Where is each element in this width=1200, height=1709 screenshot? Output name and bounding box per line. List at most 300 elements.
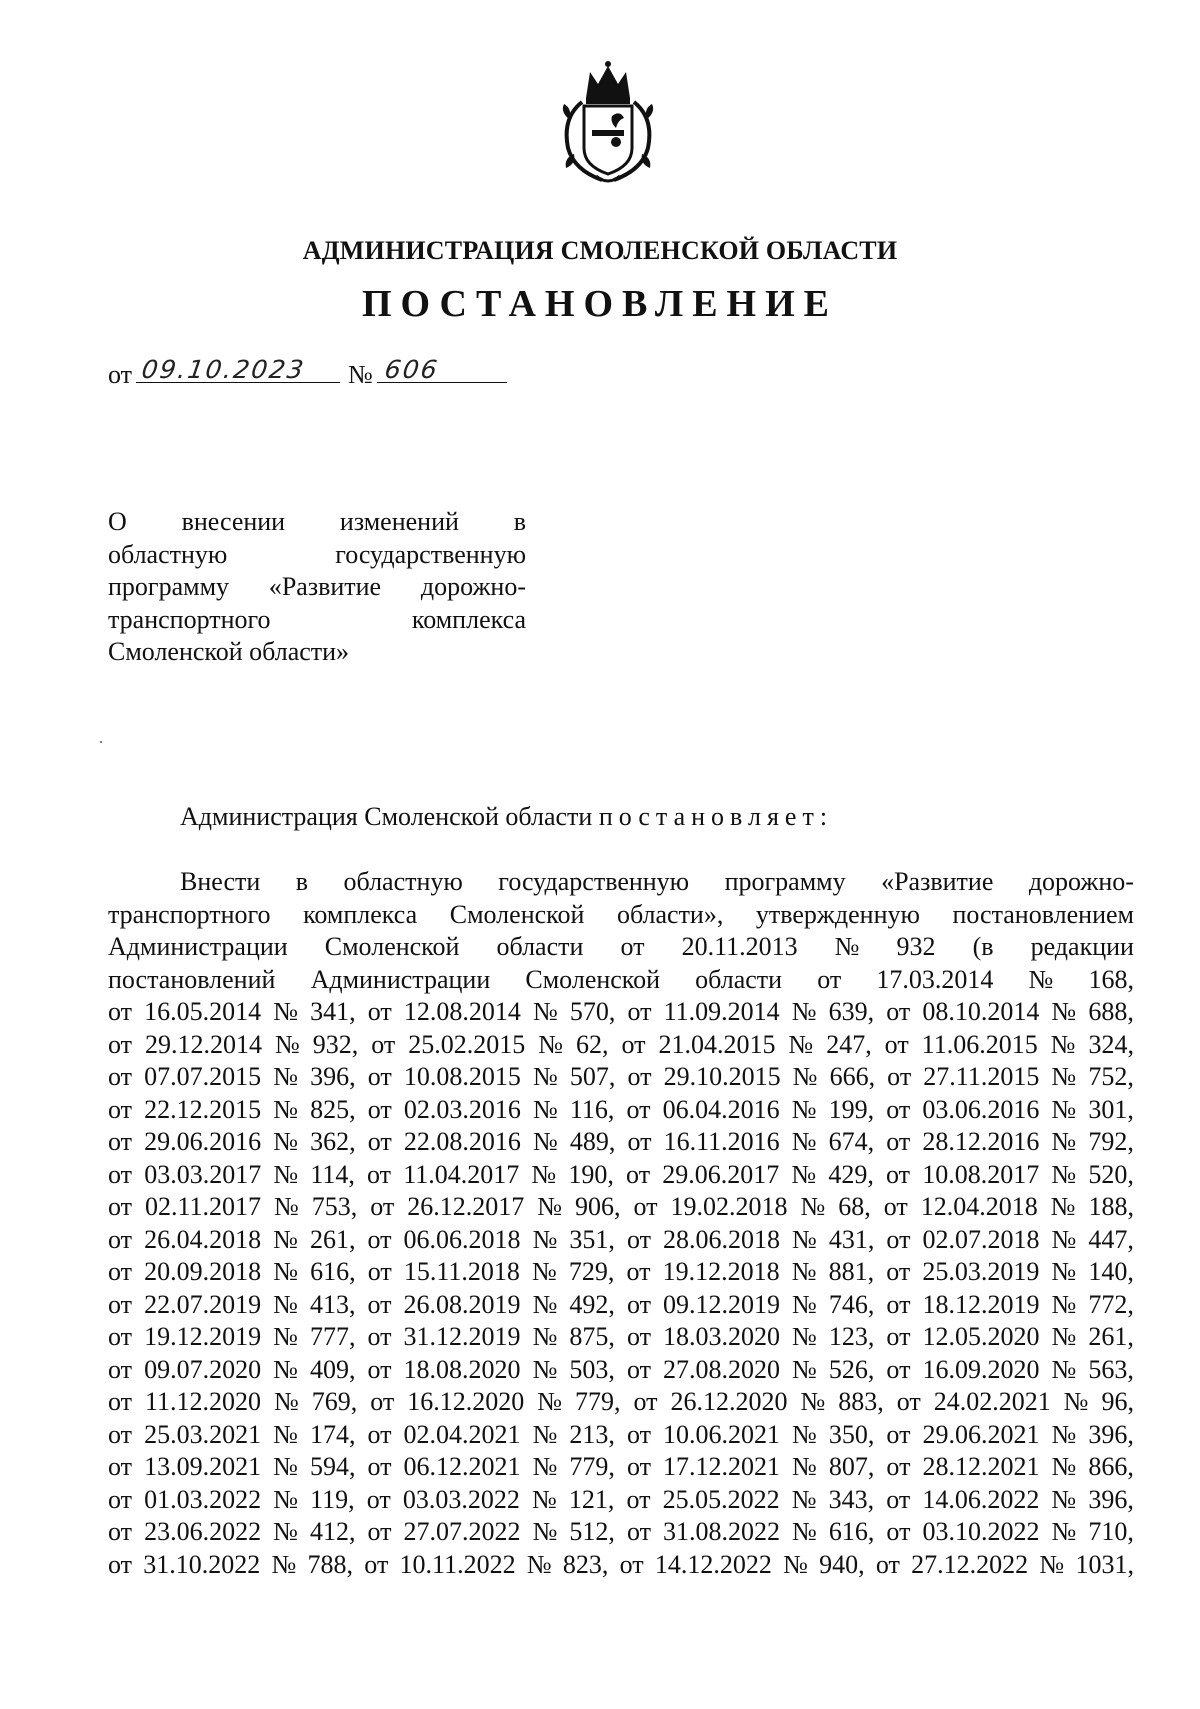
body-word: 27.11.2015	[923, 1062, 1040, 1091]
body-word: №	[537, 1387, 563, 1416]
body-word: 168,	[1088, 964, 1134, 994]
body-word: 507,	[569, 1062, 616, 1091]
body-line	[108, 1256, 1134, 1289]
body-word: 396,	[310, 1062, 356, 1091]
body-word: от	[886, 1159, 911, 1189]
body-word: №	[273, 1484, 299, 1514]
body-word: 932,	[312, 1029, 359, 1059]
body-word: №	[532, 1452, 558, 1481]
body-line	[108, 1516, 1134, 1549]
subject-word: государственную	[335, 539, 526, 569]
body-line	[108, 1029, 1134, 1062]
document-type-title: ПОСТАНОВЛЕНИЕ	[361, 283, 839, 325]
body-word: от	[367, 1094, 392, 1124]
body-word: №	[1050, 1192, 1076, 1221]
body-word: 788,	[307, 1549, 354, 1579]
body-word: 431,	[828, 1224, 875, 1254]
body-word: №	[273, 1062, 299, 1091]
body-word: от	[886, 1517, 911, 1546]
subject-line: Смоленской области»	[108, 637, 350, 666]
body-word: от	[886, 1224, 911, 1254]
body-word: 746,	[828, 1289, 875, 1319]
body-word: №	[792, 1354, 817, 1384]
body-word: 19.12.2018	[662, 1257, 780, 1286]
body-word: №	[273, 1257, 299, 1286]
subject-line	[108, 506, 526, 539]
body-word: 06.04.2016	[662, 1094, 780, 1124]
body-word: №	[1051, 1322, 1077, 1351]
subject-word: внесении	[181, 507, 286, 536]
body-word: 12.04.2018	[920, 1192, 1038, 1221]
body-word: №	[532, 1094, 558, 1124]
body-word: №	[1028, 964, 1054, 994]
body-word: от	[627, 1127, 652, 1156]
date-field	[136, 354, 340, 383]
body-word: от	[875, 1549, 900, 1579]
body-word: №	[792, 1224, 817, 1254]
body-word: 29.06.2017	[662, 1159, 780, 1189]
body-word: 351,	[569, 1224, 615, 1254]
body-word: №	[791, 997, 817, 1026]
subject-line	[108, 604, 526, 637]
body-word: №	[1051, 1094, 1077, 1124]
body-word: от	[108, 1484, 133, 1514]
body-word: от	[367, 1224, 392, 1254]
body-word: от	[367, 1452, 392, 1481]
body-word: 20.09.2018	[144, 1257, 262, 1286]
body-word: от	[886, 1354, 911, 1384]
body-word: от	[886, 1094, 911, 1124]
body-word: 114,	[310, 1159, 355, 1189]
body-word: от	[108, 1354, 133, 1384]
body-word: 29.10.2015	[663, 1062, 781, 1091]
body-word: от	[108, 1257, 133, 1286]
body-word: 503,	[569, 1354, 615, 1384]
body-word: №	[788, 1029, 814, 1059]
handwritten-number: 606	[382, 355, 441, 384]
body-word: от	[621, 1029, 646, 1059]
body-line	[108, 1419, 1134, 1452]
body-word: №	[1051, 1354, 1077, 1384]
body-word: от	[886, 1419, 911, 1449]
body-word: от	[108, 1419, 133, 1449]
body-word: (в	[972, 932, 994, 961]
body-word: №	[791, 1257, 817, 1286]
body-word: №	[526, 1549, 552, 1579]
body-word: №	[531, 1159, 557, 1189]
body-word: №	[1063, 1387, 1089, 1416]
body-word: 27.07.2022	[403, 1517, 521, 1546]
body-word: 261,	[309, 1224, 356, 1254]
body-word: №	[273, 1289, 298, 1319]
body-word: 174,	[309, 1419, 356, 1449]
body-word: 22.12.2015	[144, 1094, 262, 1124]
body-word: 18.03.2020	[663, 1322, 780, 1351]
body-word: 396,	[1088, 1484, 1134, 1514]
body-word: 10.08.2015	[403, 1062, 521, 1091]
body-word: №	[532, 1127, 558, 1156]
body-word: от	[367, 1322, 392, 1351]
body-word: от	[108, 1452, 133, 1481]
body-word: 03.03.2022	[402, 1484, 520, 1514]
body-word: №	[273, 997, 299, 1026]
body-word: №	[273, 1127, 299, 1156]
body-word: 777,	[309, 1322, 356, 1351]
body-word: №	[532, 1419, 558, 1449]
body-word: 563,	[1088, 1354, 1134, 1384]
body-word: 28.12.2021	[922, 1452, 1040, 1481]
body-word: от	[886, 1322, 911, 1351]
body-word: №	[532, 1224, 558, 1254]
subject-word: комплекса	[411, 604, 526, 634]
body-word: 121,	[568, 1484, 615, 1514]
body-word: 301,	[1088, 1094, 1134, 1124]
body-word: 807,	[828, 1452, 875, 1481]
body-word: №	[274, 1192, 299, 1221]
body-word: Смоленской	[525, 964, 661, 994]
body-word: 29.06.2021	[922, 1419, 1040, 1449]
body-word: 710,	[1088, 1517, 1134, 1546]
body-word: от	[620, 932, 645, 961]
body-word: №	[792, 1322, 817, 1351]
body-word: 616,	[310, 1257, 356, 1286]
body-word: 116,	[569, 1094, 615, 1124]
body-word: от	[626, 1484, 651, 1514]
body-word: транспортного	[108, 899, 271, 929]
body-word: области»,	[616, 899, 724, 929]
body-word: 792,	[1088, 1127, 1134, 1156]
body-word: №	[273, 1452, 298, 1481]
body-word: 753,	[311, 1192, 358, 1221]
body-word: 26.12.2017	[407, 1192, 525, 1221]
body-word: 31.08.2022	[663, 1517, 780, 1546]
body-word: №	[273, 1094, 299, 1124]
body-line	[108, 1126, 1134, 1159]
body-word: от	[886, 1257, 911, 1286]
body-word: от	[367, 1257, 392, 1286]
body-word: от	[626, 1289, 651, 1319]
body-word: 08.10.2014	[922, 997, 1040, 1026]
handwritten-date: 09.10.2023	[139, 355, 308, 384]
body-word: от	[370, 1192, 395, 1221]
body-word: 769,	[311, 1387, 358, 1416]
body-word: №	[274, 1387, 299, 1416]
body-word: 14.06.2022	[922, 1484, 1040, 1514]
body-word: от	[626, 1354, 651, 1384]
body-word: от	[108, 1062, 133, 1091]
body-word: областную	[343, 867, 463, 896]
body-word: «Развитие	[881, 867, 994, 896]
scan-dot-mark	[100, 741, 102, 743]
body-word: 22.08.2016	[403, 1127, 521, 1156]
number-prefix: №	[348, 360, 373, 389]
body-word: 20.11.2013	[681, 932, 798, 961]
body-word: 17.03.2014	[876, 964, 994, 994]
body-word: 03.03.2017	[144, 1159, 262, 1189]
body-word: 18.12.2019	[922, 1289, 1040, 1319]
body-word: от	[886, 1127, 911, 1156]
body-word: №	[800, 1387, 826, 1416]
body-word: 881,	[828, 1257, 875, 1286]
body-word: от	[108, 1517, 133, 1546]
body-word: №	[1051, 1062, 1077, 1091]
body-word: Смоленской	[324, 932, 460, 961]
body-word: от	[886, 1289, 911, 1319]
body-word: от	[886, 1484, 911, 1514]
body-word: №	[1051, 1517, 1077, 1546]
body-word: дорожно-	[1028, 867, 1134, 896]
body-word: от	[886, 1452, 911, 1481]
body-word: 570,	[569, 997, 616, 1026]
body-line	[108, 1159, 1134, 1192]
body-word: 07.07.2015	[144, 1062, 262, 1091]
organization-title: АДМИНИСТРАЦИЯ СМОЛЕНСКОЙ ОБЛАСТИ	[302, 236, 898, 265]
document-subject	[108, 506, 526, 669]
body-word: от	[626, 1224, 651, 1254]
body-word: 19.12.2019	[144, 1322, 262, 1351]
body-word: 324,	[1088, 1029, 1134, 1059]
body-word: от	[626, 1159, 651, 1189]
body-line	[108, 996, 1134, 1029]
body-word: 429,	[828, 1159, 874, 1189]
body-word: 616,	[828, 1517, 875, 1546]
body-word: 140,	[1088, 1257, 1134, 1286]
body-word: от	[627, 1062, 652, 1091]
body-word: области	[695, 964, 783, 994]
body-word: 31.10.2022	[143, 1549, 261, 1579]
body-word: 247,	[826, 1029, 872, 1059]
body-word: 16.05.2014	[144, 997, 262, 1026]
body-word: №	[1051, 1419, 1077, 1449]
body-word: 932	[896, 932, 936, 961]
body-line	[108, 1451, 1134, 1484]
body-word: от	[108, 1127, 133, 1156]
body-word: №	[1051, 1127, 1077, 1156]
body-word: №	[532, 1322, 558, 1351]
body-word: 396,	[1088, 1419, 1134, 1449]
body-word: 02.04.2021	[403, 1419, 521, 1449]
body-word: 10.08.2017	[922, 1159, 1040, 1189]
body-word: от	[108, 1322, 133, 1351]
body-word: от	[108, 1224, 133, 1254]
body-word: 26.12.2020	[670, 1387, 788, 1416]
body-word: от	[108, 1159, 133, 1189]
subject-word: О	[108, 507, 127, 536]
body-word: от	[370, 1387, 395, 1416]
date-number-line	[108, 354, 507, 390]
body-line	[108, 1289, 1134, 1322]
body-word: государственную	[498, 867, 690, 896]
body-word: программу	[724, 867, 846, 896]
body-word: Администрации	[108, 932, 288, 961]
preamble	[180, 802, 833, 832]
body-word: Администрации	[310, 964, 491, 994]
body-word: 19.02.2018	[670, 1192, 788, 1221]
body-word: №	[532, 997, 558, 1026]
body-word: редакции	[1030, 932, 1134, 961]
body-word: 261,	[1088, 1322, 1134, 1351]
subject-line	[108, 539, 526, 572]
body-word: 15.11.2018	[403, 1257, 520, 1286]
subject-word: программу	[108, 572, 230, 601]
body-word: 412,	[309, 1517, 356, 1546]
body-word: 666,	[829, 1062, 876, 1091]
body-line	[108, 1386, 1134, 1419]
body-word: №	[537, 1192, 563, 1221]
body-word: 25.05.2022	[662, 1484, 780, 1514]
body-word: 1031,	[1075, 1549, 1134, 1579]
body-word: 21.04.2015	[658, 1029, 776, 1059]
body-word: 25.02.2015	[408, 1029, 526, 1059]
body-word: от	[619, 1549, 644, 1579]
body-word: №	[1050, 1029, 1076, 1059]
body-word: 350,	[828, 1419, 875, 1449]
body-word: от	[108, 997, 133, 1026]
body-word: 09.07.2020	[144, 1354, 262, 1384]
subject-word: в	[513, 507, 526, 536]
body-word: №	[792, 1452, 817, 1481]
body-word: 639,	[828, 997, 875, 1026]
body-word: 779,	[569, 1452, 615, 1481]
body-word: №	[273, 1419, 298, 1449]
body-word: от	[886, 997, 911, 1026]
body-word: 343,	[828, 1484, 875, 1514]
body-word: 213,	[569, 1419, 615, 1449]
body-word: 875,	[569, 1322, 615, 1351]
body-word: 14.12.2022	[654, 1549, 772, 1579]
body-line	[108, 1321, 1134, 1354]
body-line	[108, 1224, 1134, 1257]
body-word: №	[532, 1517, 558, 1546]
body-word: 190,	[568, 1159, 614, 1189]
body-line	[108, 1094, 1134, 1127]
body-word: 12.08.2014	[403, 997, 521, 1026]
body-word: №	[834, 932, 860, 961]
body-word: 01.03.2022	[144, 1484, 262, 1514]
body-word: 03.10.2022	[922, 1517, 1040, 1546]
body-word: 68,	[838, 1192, 871, 1221]
subject-word: областную	[108, 539, 228, 569]
body-word: 866,	[1088, 1452, 1134, 1481]
body-word: от	[108, 1549, 133, 1579]
body-word: 526,	[828, 1354, 875, 1384]
body-word: №	[532, 1062, 558, 1091]
body-word: 779,	[575, 1387, 621, 1416]
body-word: комплекса	[303, 899, 418, 929]
body-word: от	[108, 1289, 133, 1319]
body-word: от	[626, 1419, 651, 1449]
body-word: 772,	[1088, 1289, 1134, 1319]
body-word: от	[367, 1159, 392, 1189]
body-line	[108, 1484, 1134, 1517]
body-word: 409,	[309, 1354, 356, 1384]
body-word: №	[273, 1354, 298, 1384]
body-word: от	[367, 1354, 392, 1384]
body-word: от	[364, 1549, 389, 1579]
body-word: 492,	[569, 1289, 615, 1319]
body-word: от	[627, 997, 652, 1026]
body-word: от	[367, 1062, 392, 1091]
date-prefix: от	[108, 360, 133, 389]
body-word: №	[1051, 1224, 1077, 1254]
body-word: №	[1051, 1257, 1077, 1286]
body-word: №	[800, 1192, 826, 1221]
body-line	[108, 964, 1134, 997]
body-word: №	[792, 1289, 817, 1319]
body-word: 09.12.2019	[663, 1289, 780, 1319]
body-word: от	[626, 1257, 651, 1286]
body-word: постановлением	[952, 899, 1134, 929]
body-word: №	[791, 1127, 817, 1156]
body-word: 24.02.2021	[933, 1387, 1051, 1416]
body-word: 03.06.2016	[922, 1094, 1040, 1124]
body-word: от	[367, 1419, 392, 1449]
body-word: 02.11.2017	[145, 1192, 262, 1221]
body-word: №	[1051, 997, 1077, 1026]
body-word: №	[532, 1354, 558, 1384]
body-word: №	[791, 1159, 817, 1189]
body-word: 119,	[310, 1484, 355, 1514]
body-word: 11.04.2017	[403, 1159, 520, 1189]
body-word: 02.03.2016	[403, 1094, 521, 1124]
body-word: 29.12.2014	[145, 1029, 262, 1059]
body-word: 188,	[1088, 1192, 1134, 1221]
body-word: №	[1051, 1159, 1077, 1189]
body-word: 906,	[575, 1192, 621, 1221]
body-word: 199,	[828, 1094, 875, 1124]
smolensk-coat-of-arms-icon	[556, 58, 660, 188]
body-word: №	[792, 1062, 818, 1091]
body-word: 29.06.2016	[144, 1127, 262, 1156]
subject-word: дорожно-	[420, 572, 526, 601]
body-word: 10.11.2022	[399, 1549, 516, 1579]
subject-word: изменений	[339, 507, 459, 536]
body-word: №	[791, 1484, 817, 1514]
body-word: от	[367, 1289, 392, 1319]
body-word: №	[273, 1322, 298, 1351]
body-word: 512,	[569, 1517, 615, 1546]
body-word: 17.12.2021	[663, 1452, 780, 1481]
body-word: от	[626, 1322, 651, 1351]
body-word: 729,	[568, 1257, 615, 1286]
preamble-text: Администрация Смоленской области	[180, 802, 593, 831]
body-word: Смоленской	[449, 899, 585, 929]
body-line	[108, 866, 1134, 899]
body-word: №	[531, 1257, 557, 1286]
body-word: от	[884, 1029, 909, 1059]
body-word: №	[274, 1029, 300, 1059]
body-word: №	[791, 1094, 817, 1124]
body-word: 06.12.2021	[403, 1452, 521, 1481]
body-word: от	[108, 1029, 133, 1059]
body-word: 13.09.2021	[144, 1452, 262, 1481]
body-word: 16.11.2016	[663, 1127, 780, 1156]
body-word: от	[633, 1192, 658, 1221]
body-word: 18.08.2020	[403, 1354, 521, 1384]
body-word: в	[295, 867, 309, 896]
body-word: 447,	[1088, 1224, 1134, 1254]
body-word: 06.06.2018	[403, 1224, 521, 1254]
body-word: 674,	[828, 1127, 875, 1156]
body-word: от	[108, 1387, 133, 1416]
body-word: от	[367, 1127, 392, 1156]
body-word: 62,	[575, 1029, 609, 1059]
body-word: 22.07.2019	[144, 1289, 262, 1319]
body-word: №	[792, 1419, 817, 1449]
subject-line	[108, 571, 526, 604]
subject-word: «Развитие	[268, 572, 382, 601]
body-word: №	[273, 1224, 298, 1254]
